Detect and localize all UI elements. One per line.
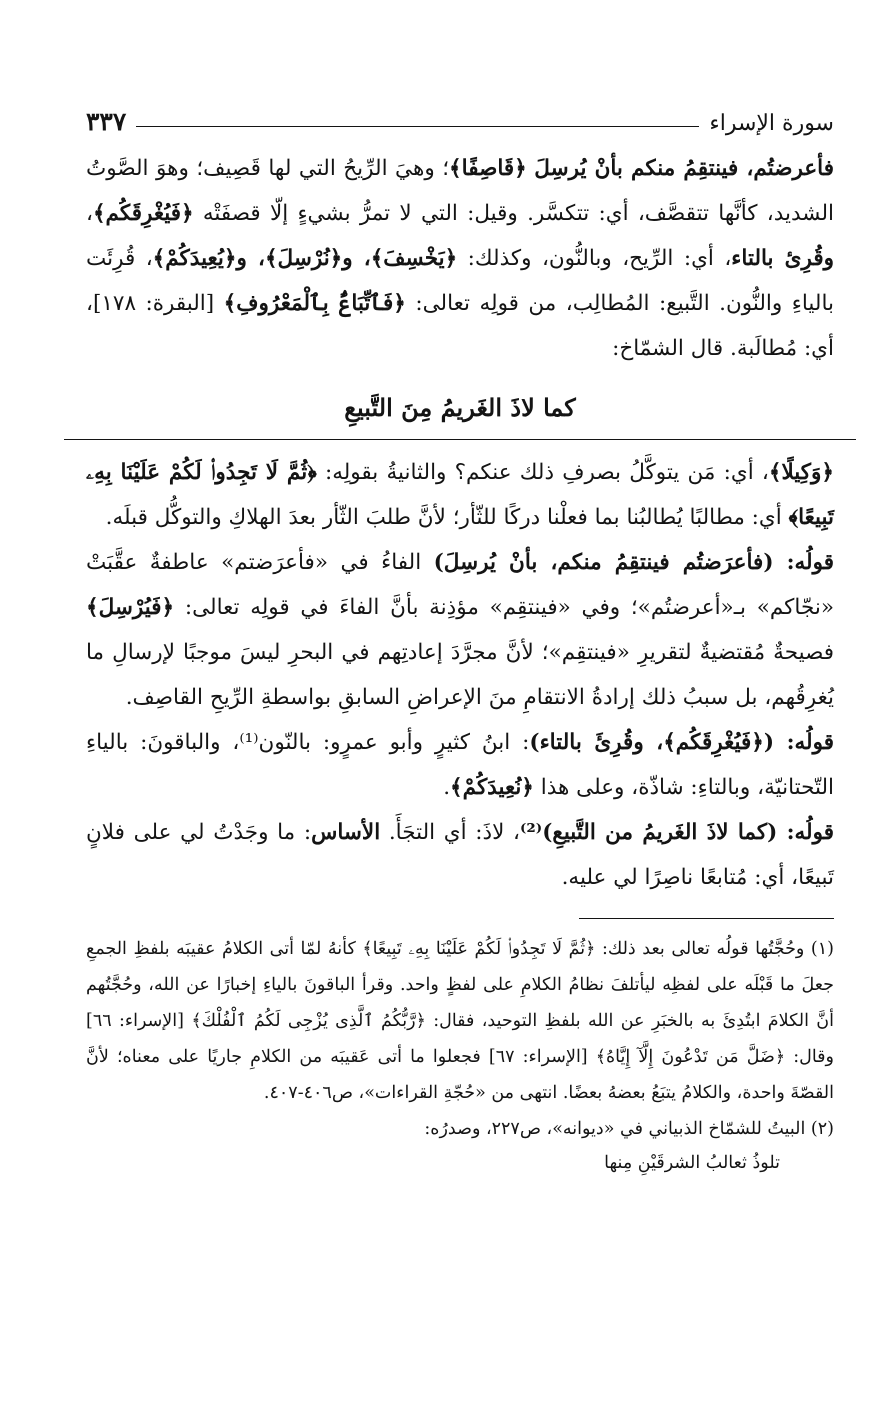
poem-line: كما لاذَ الغَريمُ مِنَ التَّبيعِ (344, 393, 576, 422)
commentary-paragraph (86, 720, 834, 810)
surah-title: سورة الإسراء (709, 111, 834, 136)
commentary-text: : ما وجَدْتُ لي على فلانٍ تَبيعًا، أي: مُتابعًا ناصِرًا لي عليه. (86, 820, 834, 890)
tafsir-text: ، أي: مُطالَبة. قال الشمّاخ: (86, 291, 834, 361)
quran-verse: ﴿نُعِيدَكُمْ﴾ (450, 775, 534, 800)
quran-verse: ﴿فَيُرْسِلَ﴾ (86, 595, 175, 620)
footnote: (١) وحُجَّتُها قولُه تعالى بعد ذلك: ﴿ثُمَّ لَا تَجِدُوا۟ لَكُمْ عَلَيْنَا بِهِۦ تَبِيعًا﴾ كأنهُ لمّا أتى الكلامُ عقيبَه بلفظِ الجمعِ جعلَ ما قَبْلَه على لفظِه ليأتلفَ نظامُ الكلامِ على لفظٍ واحد. وقرأ الباقونَ بالياءِ إخبارًا عن الله، وحُجَّتُهم أنَّ الكلامَ ابتُدِئَ به بالخبَرِ عن الله بلفظِ التوحيد، فقال: ﴿رَّبُّكُمُ ٱلَّذِى يُزْجِى لَكُمُ ٱلْفُلْكَ﴾ [الإسراء: ٦٦] وقال: ﴿ضَلَّ مَن تَدْعُونَ إِلَّآ إِيَّاهُ﴾ [الإسراء: ٦٧] فجعلوا ما أتى عَقيبَه من الكلامِ جاريًا على معناه؛ لأنَّ القصّةَ واحدة، والكلامُ يتبَعُ بعضهُ بعضًا. انتهى من «حُجّةِ القراءات»، ص٤٠٦-٤٠٧. (86, 939, 834, 1103)
commentary-lead: قولُه: (﴿فَيُغْرِقَكُم﴾، وقُرِئَ بالتاء) (529, 730, 834, 755)
header-rule (136, 126, 699, 127)
bold-phrase: وقُرِئ بالتاء (731, 246, 834, 271)
quran-verse: ﴿ثُمَّ لَا تَجِدُوا۟ لَكُمْ عَلَيْنَا بِهِۦ تَبِيعًا﴾ (86, 460, 834, 530)
commentary-text: الفاءُ في «فأعرَضتم» عاطفةٌ عقَّبَتْ «نجّاكم» بـ«أعرضتُم»؛ وفي «فينتقِم» مؤذِنة بأنَّ الفاءَ في قولِه تعالى: (86, 550, 834, 620)
commentary-lead: قولُه: (كما لاذَ الغَريمُ من التَّبيعِ)⁽²⁾ (519, 820, 834, 845)
tafsir-block (86, 146, 834, 431)
tafsir-paragraph: فأعرضتُم، فينتقِمُ منكم بأنْ يُرسِلَ ﴿قَاصِفًا﴾؛ وهيَ الرِّيحُ التي لها قَصِيف؛ وهوَ الصَّوتُ الشديد، كأنَّها تتقصَّف، أي: تتكسَّر. وقيل: التي لا تمرُّ بشيءٍ إلّا قصفَتْه ﴿فَيُغْرِقَكُم﴾، وقُرِئ بالتاء، أي: الرِّيح، وبالنُّون، وكذلك: ﴿يَخْسِفَ﴾، و﴿نُرْسِلَ﴾، و﴿يُعِيدَكُمْ﴾، قُرِئَت بالياءِ والنُّون. التَّبيع: المُطالِب، من قولِه تعالى: ﴿فَٱتِّبَاعٌۢ بِٱلْمَعْرُوفِ﴾ [البقرة: ١٧٨]، أي: مُطالَبة. قال الشمّاخ: (86, 156, 834, 361)
commentary-paragraph (86, 540, 834, 720)
commentary-lead: قولُه: (فأعرَضتُم فينتقِمُ منكم، بأنْ يُرسِلَ) (433, 550, 834, 575)
quran-verse: ﴿يَخْسِفَ﴾، و﴿نُرْسِلَ﴾، و﴿يُعِيدَكُمْ﴾ (152, 246, 458, 271)
commentary-text: . (443, 775, 451, 800)
tafsir-text: ، أي: الرِّيح، وبالنُّون، وكذلك: (467, 246, 732, 271)
commentary-text: : ابنُ كثيرٍ وأبو عمرٍو: بالنّون⁽¹⁾، والباقونَ: بالياءِ التّحتانيّة، وبالتاءِ: شاذّة، وعلى هذا (86, 730, 834, 800)
tafsir-text: ، أي: مَن يتوكَّلُ بصرفِ ذلك عنكم؟ والثانيةُ بقولِه: (324, 460, 769, 485)
footnotes (86, 931, 834, 1179)
footnote-separator (579, 918, 834, 919)
footnote-verse: تلوذُ ثعالبُ الشرقَيْنِ مِنها (604, 1153, 780, 1173)
bold-phrase: فأعرضتُم، فينتقِمُ منكم بأنْ يُرسِلَ (534, 156, 834, 181)
quran-verse: ﴿فَٱتِّبَاعٌۢ بِٱلْمَعْرُوفِ﴾ (223, 291, 406, 316)
footnote: (٢) البيتُ للشمّاخ الذبياني في «ديوانه»، ص٢٢٧، وصدرُه: (424, 1119, 834, 1139)
tafsir-text: ، قُرِئَت بالياءِ والنُّون. التَّبيع: المُطالِب، من قولِه تعالى: (86, 246, 834, 316)
tafsir-paragraph-2 (86, 450, 834, 540)
running-header (86, 92, 834, 136)
verse-reference: [البقرة: ١٧٨] (92, 291, 215, 316)
quran-verse: ﴿فَيُغْرِقَكُم﴾ (92, 201, 194, 226)
tafsir-text: ؛ وهيَ الرِّيحُ التي لها قَصِيف؛ وهوَ الصَّوتُ الشديد، كأنَّها تتقصَّف، أي: تتكسَّر. وقيل: التي لا تمرُّ بشيءٍ إلّا قصفَتْه (86, 156, 834, 226)
commentary-paragraph (86, 810, 834, 900)
commentary-text: ، لاذَ: أي التجَأَ. (380, 820, 520, 845)
quran-verse: ﴿وَكِيلًا﴾ (768, 460, 834, 485)
section-divider (64, 439, 856, 440)
quran-verse: ﴿قَاصِفًا﴾ (449, 156, 527, 181)
commentary-text: فصيحةٌ مُقتضيةٌ لتقريرِ «فينتقِم»؛ لأنَّ مجرَّدَ إعادتِهم في البحرِ ليسَ موجبًا لإرسالِ ما يُغرِقُهم، بل سببُ ذلك إرادةُ الانتقامِ منَ الإعراضِ السابقِ بواسطةِ الرِّيحِ القاصِف. (86, 640, 834, 710)
tafsir-text: أي: مطالبًا يُطالبُنا بما فعلْنا دركًا للثّأر؛ لأنَّ طلبَ الثّأر بعدَ الهلاكِ والتوكُّل قبلَه. (105, 505, 782, 530)
source-name: الأساس (311, 820, 381, 845)
book-page (86, 92, 834, 1179)
page-number: ٣٣٧ (86, 107, 127, 136)
